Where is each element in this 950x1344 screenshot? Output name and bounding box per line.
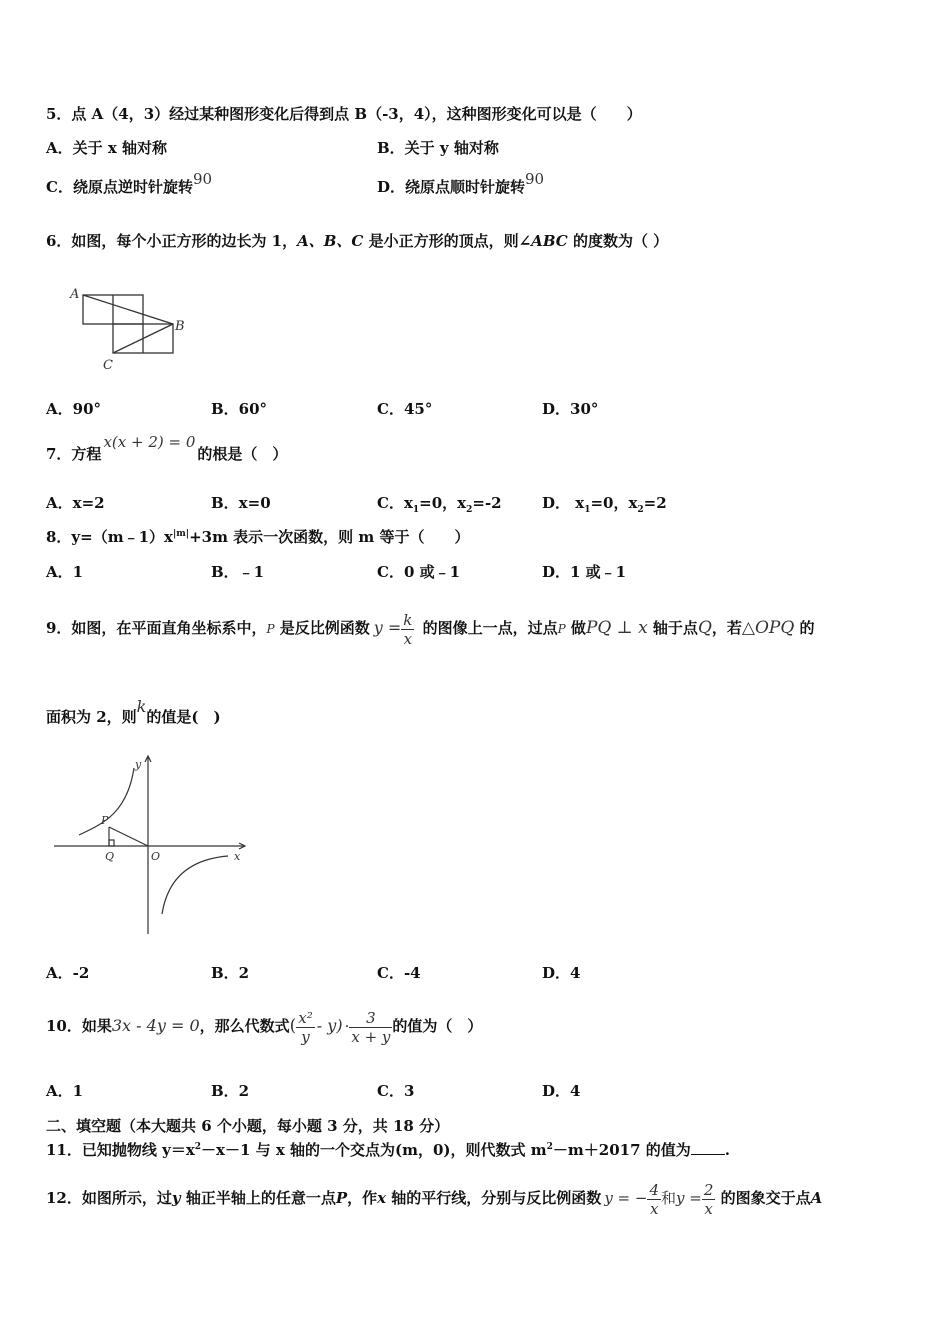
q9-frac-den: x (401, 629, 414, 648)
q5-stem: 5．点 A（4，3）经过某种图形变化后得到点 B（-3，4），这种图形变化可以是（ ） (46, 105, 642, 123)
q12-a: 12．如图所示，过 (46, 1189, 172, 1207)
q9-graph-label-o: O (151, 850, 161, 863)
q10-equation: 3x - 4y = 0 (111, 1016, 200, 1035)
q5-option-d-angle: 90 (525, 170, 545, 188)
q12-stem (46, 1172, 822, 1224)
q10-pre: 10．如果 (46, 1017, 112, 1035)
q10-mid: ，那么代数式 (199, 1017, 290, 1035)
q8-pre: 8．y=（m﹣1）x (46, 528, 173, 546)
q5-option-c[interactable] (46, 170, 213, 197)
q7-c-mid: =0，x (419, 494, 467, 512)
q6-stem-c: 的度数为（ ） (567, 232, 669, 250)
q12-x-var: x (377, 1189, 387, 1207)
q10-minus-y: - y) (316, 1016, 343, 1035)
section-fill-in-title: 二、填空题（本大题共 6 个小题，每小题 3 分，共 18 分） (46, 1117, 450, 1135)
q11-c: －m＋2017 的值为 (552, 1141, 691, 1159)
q7-post: 的根是（ ） (197, 445, 288, 463)
q7-option-c[interactable] (377, 492, 502, 515)
q7-d-pre: D． x (542, 494, 585, 512)
q10-frac1-num: x² (298, 1008, 313, 1027)
q9-triangle: △OPQ (741, 618, 795, 638)
q7-c-pre: C．x (377, 494, 413, 512)
q7-pre: 7．方程 (46, 445, 102, 463)
q7-d-post: =2 (643, 494, 667, 512)
q7-d-sub2: 2 (637, 505, 644, 515)
q8-stem (46, 526, 469, 547)
q7-stem (46, 433, 288, 464)
q9-t5: ，若 (711, 619, 742, 637)
q12-func2-y: y = (676, 1189, 702, 1207)
q10-frac1-den: y (296, 1027, 314, 1046)
q9-option-b[interactable]: B．2 (211, 964, 250, 982)
q6-option-a[interactable]: A．90° (46, 400, 102, 418)
q6-option-d[interactable]: D．30° (542, 400, 599, 418)
q9-t2: 的图像上一点，过点 (417, 619, 558, 637)
q10-dot: · (344, 1017, 350, 1035)
q11-stem (46, 1139, 730, 1160)
q8-option-b[interactable]: B．﹣1 (211, 563, 265, 581)
q5-option-b[interactable]: B．关于 y 轴对称 (377, 139, 499, 157)
q6-stem (46, 230, 668, 251)
q10-option-c[interactable]: C．3 (377, 1082, 415, 1100)
q9-pre: 9．如图，在平面直角坐标系中， (46, 619, 267, 637)
q6-label-b: B (175, 319, 185, 334)
q9-graph-label-x: x (234, 850, 241, 863)
q11-a: 11．已知抛物线 y＝x (46, 1141, 195, 1159)
q9-line2-pre: 面积为 2，则 (46, 708, 137, 726)
q7-c-post: =-2 (472, 494, 502, 512)
q9-graph-figure (52, 754, 252, 936)
q9-graph-label-y: y (135, 758, 142, 771)
q5-option-c-angle: 90 (192, 170, 213, 188)
q8-exponent: |m| (172, 529, 190, 539)
q8-option-a[interactable]: A．1 (46, 563, 84, 581)
q6-option-c[interactable]: C．45° (377, 400, 433, 418)
q12-func2-num: 2 (703, 1180, 714, 1199)
q9-q: Q (697, 618, 712, 638)
q11-sup1: 2 (194, 1142, 202, 1152)
q9-option-c[interactable]: C．-4 (377, 964, 421, 982)
q10-option-d[interactable]: D．4 (542, 1082, 581, 1100)
q6-stem-vars: A、B、C (297, 232, 364, 250)
q8-option-d[interactable]: D．1 或﹣1 (542, 563, 627, 581)
q9-option-a[interactable]: A．-2 (46, 964, 90, 982)
q7-d-sub1: 1 (584, 505, 591, 515)
q6-stem-angle: ∠ABC (518, 232, 568, 250)
q6-grid-figure (62, 283, 202, 373)
q12-e: 的图象交于点 (715, 1189, 811, 1207)
q7-c-sub2: 2 (466, 505, 473, 515)
q7-d-mid: =0，x (590, 494, 638, 512)
q9-stem-line2 (46, 697, 221, 727)
q12-func1-num: 4 (649, 1180, 660, 1199)
q11-d: . (724, 1141, 730, 1159)
q8-post: +3m 表示一次函数，则 m 等于（ ） (189, 528, 470, 546)
q9-t1: 是反比例函数 (274, 619, 370, 637)
q12-func1-den: x (647, 1199, 661, 1218)
q8-option-c[interactable]: C．0 或﹣1 (377, 563, 461, 581)
q6-stem-b: 是小正方形的顶点，则 (363, 232, 519, 250)
q7-option-a[interactable]: A．x=2 (46, 494, 105, 512)
q9-frac-num: k (403, 610, 413, 629)
q11-sup2: 2 (546, 1142, 553, 1152)
q9-option-d[interactable]: D．4 (542, 964, 581, 982)
q10-option-a[interactable]: A．1 (46, 1082, 84, 1100)
q12-a-var: A (810, 1189, 823, 1207)
q9-line2-post: 的值是( ) (146, 708, 221, 726)
q5-option-d-text: D．绕原点顺时针旋转 (377, 178, 526, 196)
q5-option-d[interactable] (377, 170, 545, 197)
q9-y: y = (373, 618, 402, 637)
q10-stem (46, 1000, 482, 1052)
q12-d: 轴的平行线，分别与反比例函数 (386, 1189, 602, 1207)
q9-t6: 的 (794, 619, 815, 637)
q12-y-var: y (171, 1189, 181, 1207)
q10-frac2-num: 3 (366, 1008, 376, 1027)
q9-p1: P (266, 622, 275, 636)
q6-label-a: A (70, 287, 80, 302)
q5-option-a[interactable]: A．关于 x 轴对称 (46, 139, 168, 157)
q12-func1-y: y = − (604, 1189, 648, 1207)
q10-frac2-den: x + y (351, 1027, 391, 1046)
q12-p-var: P (335, 1189, 348, 1207)
q9-stem (46, 604, 815, 653)
q7-equation: x(x + 2) = 0 (103, 433, 196, 451)
q7-option-b[interactable]: B．x=0 (211, 494, 271, 512)
q6-stem-a: 6．如图，每个小正方形的边长为 1， (46, 232, 298, 250)
q9-p2: P (557, 622, 566, 636)
q9-graph-label-p: P (101, 814, 109, 827)
q10-post: 的值为（ ） (392, 1017, 483, 1035)
q10-option-b[interactable]: B．2 (211, 1082, 250, 1100)
q7-c-sub1: 1 (412, 505, 420, 515)
q6-label-c: C (103, 358, 113, 373)
q6-option-b[interactable]: B．60° (211, 400, 268, 418)
q7-option-d[interactable] (542, 492, 667, 515)
q11-answer-blank[interactable] (691, 1142, 725, 1155)
q9-t3: 做 (565, 619, 586, 637)
q12-b: 轴正半轴上的任意一点 (180, 1189, 336, 1207)
q12-and: 和 (661, 1189, 677, 1207)
q9-pq: PQ ⊥ x (585, 618, 648, 638)
q12-c: ，作 (347, 1189, 378, 1207)
q11-b: －x－1 与 x 轴的一个交点为(m，0)，则代数式 m (201, 1141, 547, 1159)
q10-open-paren: ( (289, 1016, 297, 1036)
q9-t4: 轴于点 (647, 619, 698, 637)
q12-func2-den: x (702, 1199, 716, 1218)
q9-graph-label-q: Q (105, 850, 115, 863)
q5-option-c-text: C．绕原点逆时针旋转 (46, 178, 193, 196)
q9-line2-k: k (136, 697, 147, 716)
